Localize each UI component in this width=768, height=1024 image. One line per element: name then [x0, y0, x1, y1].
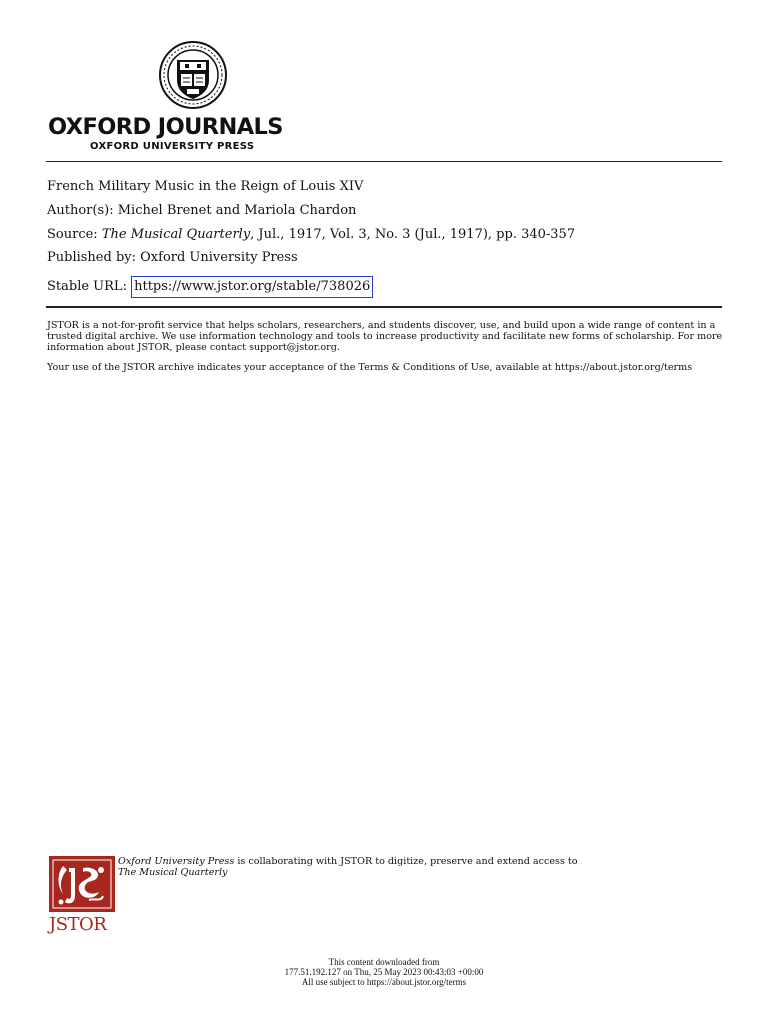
authors-value: Michel Brenet and Mariola Chardon: [117, 203, 357, 218]
source-details: , Jul., 1917, Vol. 3, No. 3 (Jul., 1917), pp. 340-357: [250, 227, 576, 242]
footer-line-1: This content downloaded from: [328, 957, 440, 967]
header-divider: [46, 161, 722, 162]
logo-title: OXFORD JOURNALS: [48, 114, 283, 140]
article-publisher: [47, 249, 298, 267]
article-authors: [47, 202, 356, 220]
logo-subtitle: OXFORD UNIVERSITY PRESS: [90, 141, 255, 152]
download-footer: [0, 957, 768, 987]
terms-notice: Your use of the JSTOR archive indicates your acceptance of the Terms & Conditions of Use, available at https://about.jstor.org/terms: [47, 362, 693, 373]
collab-journal: The Musical Quarterly: [118, 867, 228, 878]
stable-url-label: Stable URL:: [47, 279, 127, 294]
jstor-notice: JSTOR is a not-for-profit service that helps scholars, researchers, and students discover, use, and build upon a wide range of content in a trusted digital archive. We use information technology and tools to increase productivity and facilitate new forms of scholarship. For more information about JSTOR, please contact support@jstor.org.: [47, 320, 723, 353]
collab-text: is collaborating with JSTOR to digitize, preserve and extend access to: [234, 856, 578, 867]
jstor-wordmark: JSTOR: [49, 914, 107, 935]
source-label: Source:: [47, 227, 98, 242]
footer-line-3: All use subject to https://about.jstor.org/terms: [301, 977, 467, 987]
oxford-journals-logo: [48, 40, 338, 155]
publisher-value: Oxford University Press: [140, 250, 298, 265]
oxford-crest-icon: [158, 40, 228, 110]
jstor-logo: [49, 856, 115, 940]
metadata-divider: [46, 306, 722, 308]
article-stable-url: [47, 276, 373, 298]
publisher-label: Published by:: [47, 250, 136, 265]
article-title: French Military Music in the Reign of Louis XIV: [47, 179, 364, 194]
article-source: [47, 226, 575, 244]
source-journal: The Musical Quarterly: [101, 227, 251, 242]
collab-partner: Oxford University Press: [118, 856, 235, 867]
jstor-monogram-icon: [49, 856, 115, 912]
footer-line-2: 177.51.192.127 on Thu, 25 May 2023 00:43:03 +00:00: [284, 967, 484, 977]
stable-url-link[interactable]: https://www.jstor.org/stable/738026: [131, 276, 373, 298]
authors-label: Author(s):: [47, 203, 114, 218]
collaboration-statement: [118, 856, 728, 878]
